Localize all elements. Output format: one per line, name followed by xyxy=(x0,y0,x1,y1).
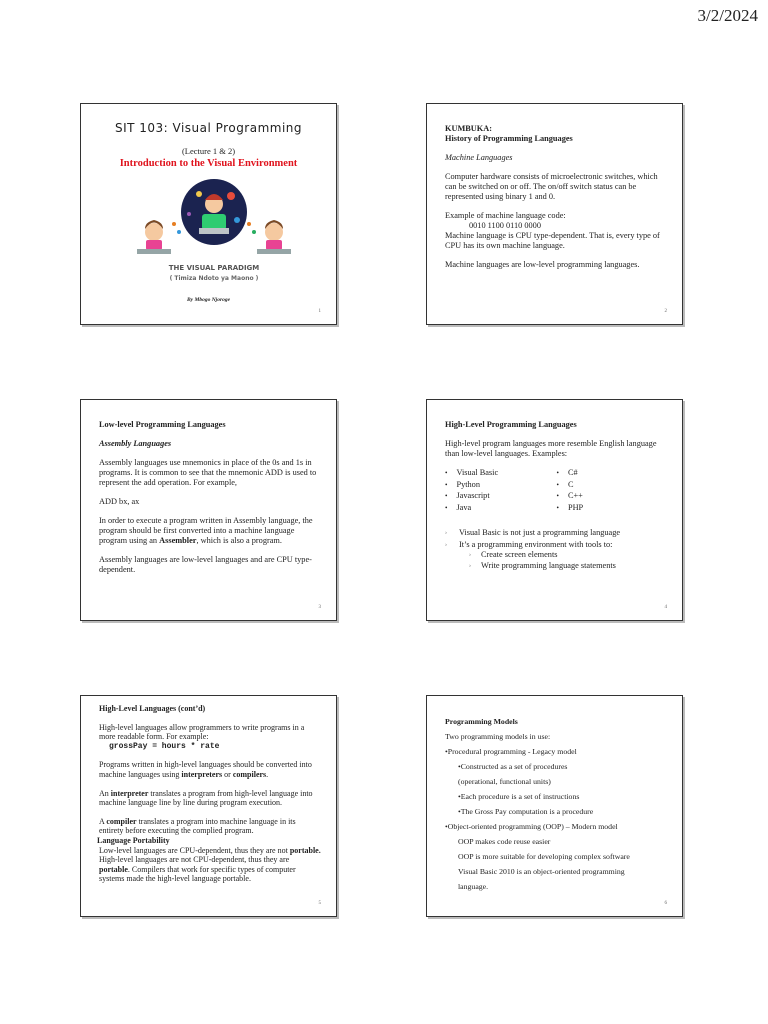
slide-thumbnail-6[interactable] xyxy=(426,695,683,917)
code-example: ADD bx, ax xyxy=(99,497,140,506)
language-examples xyxy=(445,468,668,514)
section-label: Language Portability xyxy=(97,835,170,845)
paragraph: Example of machine language code: xyxy=(445,211,566,220)
page-number: 1 xyxy=(318,309,321,314)
slide-heading: Programming Models xyxy=(445,717,518,726)
code-example: 0010 1100 0110 0000 xyxy=(469,221,541,230)
page-number: 2 xyxy=(664,309,667,314)
list-item: • C++ xyxy=(557,491,669,501)
slide-thumbnail-4[interactable] xyxy=(426,399,683,621)
paragraph: High-level languages allow programmers to write programs in a more readable form. For example: xyxy=(99,722,305,742)
paragraph: Two programming models in use: xyxy=(445,732,551,741)
page-number: 4 xyxy=(664,605,667,610)
page-number: 5 xyxy=(318,901,321,906)
slide-heading: High-Level Languages (cont’d) xyxy=(99,704,206,713)
visual-paradigm-illustration xyxy=(119,174,309,292)
paragraph: Machine language is CPU type-dependent. That is, every type of CPU has its own machine language. xyxy=(445,231,660,250)
sub-bullet: •The Gross Pay computation is a procedure xyxy=(458,807,594,816)
slide-heading: Low-level Programming Languages xyxy=(99,420,226,429)
page-number: 6 xyxy=(664,901,667,906)
paragraph: High-level languages are not CPU-dependent, thus they are portable. Compilers that work for specific types of computer systems made the high-level language portable. xyxy=(99,855,296,884)
list-item: • Python xyxy=(445,480,557,490)
slide-heading: History of Programming Languages xyxy=(445,134,573,143)
code-example: grossPay = hours * rate xyxy=(109,741,220,751)
list-item: • Visual Basic xyxy=(445,468,557,478)
sub-bullet: Visual Basic 2010 is an object-oriented programming xyxy=(458,867,625,876)
sub-bullet: •Constructed as a set of procedures xyxy=(458,762,568,771)
print-date: 3/2/2024 xyxy=(697,6,758,25)
paragraph: Computer hardware consists of microelectronic switches, which can be switched on or off. The on/off switch status can be represented using binary 1 and 0. xyxy=(445,172,658,201)
list-item: • PHP xyxy=(557,503,669,513)
paragraph: A compiler translates a program into machine language in its entirety before executing the complied program. xyxy=(99,816,296,836)
paragraph: High-level program languages more resemble English language than low-level languages. Examples: xyxy=(445,439,657,458)
sub-bullet: › Create screen elements xyxy=(469,550,668,560)
list-item: • Javascript xyxy=(445,491,557,501)
paragraph: Programs written in high-level languages should be converted into machine languages using interpreters or compilers. xyxy=(99,760,312,779)
banner-title: THE VISUAL PARADIGM xyxy=(168,264,260,272)
paragraph: An interpreter translates a program from high-level language into machine language line by line during program execution. xyxy=(99,788,313,808)
slide-thumbnail-2[interactable] xyxy=(426,103,683,325)
slide-thumbnail-1[interactable] xyxy=(80,103,337,325)
list-item: • C xyxy=(557,480,669,490)
lecture-label: (Lecture 1 & 2) xyxy=(181,146,236,156)
bullet-point: › It’s a programming environment with tools to: › Create screen elements › Write programming language statements xyxy=(445,540,668,571)
slide-heading: High-Level Programming Languages xyxy=(445,420,577,429)
sub-bullet: •Each procedure is a set of instructions xyxy=(458,792,580,801)
paragraph: Assembly languages are low-level languages and are CPU type-dependent. xyxy=(99,555,312,574)
list-item: • Java xyxy=(445,503,557,513)
list-item: • C# xyxy=(557,468,669,478)
bullet-point: •Procedural programming - Legacy model xyxy=(445,747,577,756)
section-label: Assembly Languages xyxy=(99,439,172,448)
paragraph: In order to execute a program written in Assembly language, the program should be first converted into a machine language program using an Assembler, which is also a program. xyxy=(99,516,313,545)
sub-bullet: › Write programming language statements xyxy=(469,561,668,571)
slide-subtitle: Introduction to the Visual Environment xyxy=(119,158,298,169)
bullet-point: •Object-oriented programming (OOP) – Modern model xyxy=(445,822,618,831)
banner-motto: ( Timiza Ndoto ya Maono ) xyxy=(169,275,259,282)
sub-bullet: OOP is more suitable for developing complex software xyxy=(458,852,630,861)
paragraph: Machine languages are low-level programming languages. xyxy=(445,260,640,269)
slide-heading: KUMBUKA: xyxy=(445,124,493,133)
paragraph: Assembly languages use mnemonics in place of the 0s and 1s in programs. It is common to see that the mnemonic ADD is used to represent the add operation. For example, xyxy=(99,458,317,487)
section-label: Machine Languages xyxy=(445,153,513,162)
bullet-point: › Visual Basic is not just a programming language xyxy=(445,528,668,538)
sub-bullet: (operational, functional units) xyxy=(458,777,551,786)
sub-bullet: OOP makes code reuse easier xyxy=(458,837,551,846)
paragraph: Low-level languages are CPU-dependent, thus they are not portable. xyxy=(99,845,321,855)
slide-title: SIT 103: Visual Programming xyxy=(114,121,303,135)
page-number: 3 xyxy=(318,605,321,610)
slide-thumbnail-3[interactable] xyxy=(80,399,337,621)
slide-thumbnail-5[interactable] xyxy=(80,695,337,917)
sub-bullet: language. xyxy=(458,882,489,891)
author-credit: By Mbogo Njoroge xyxy=(186,297,231,303)
